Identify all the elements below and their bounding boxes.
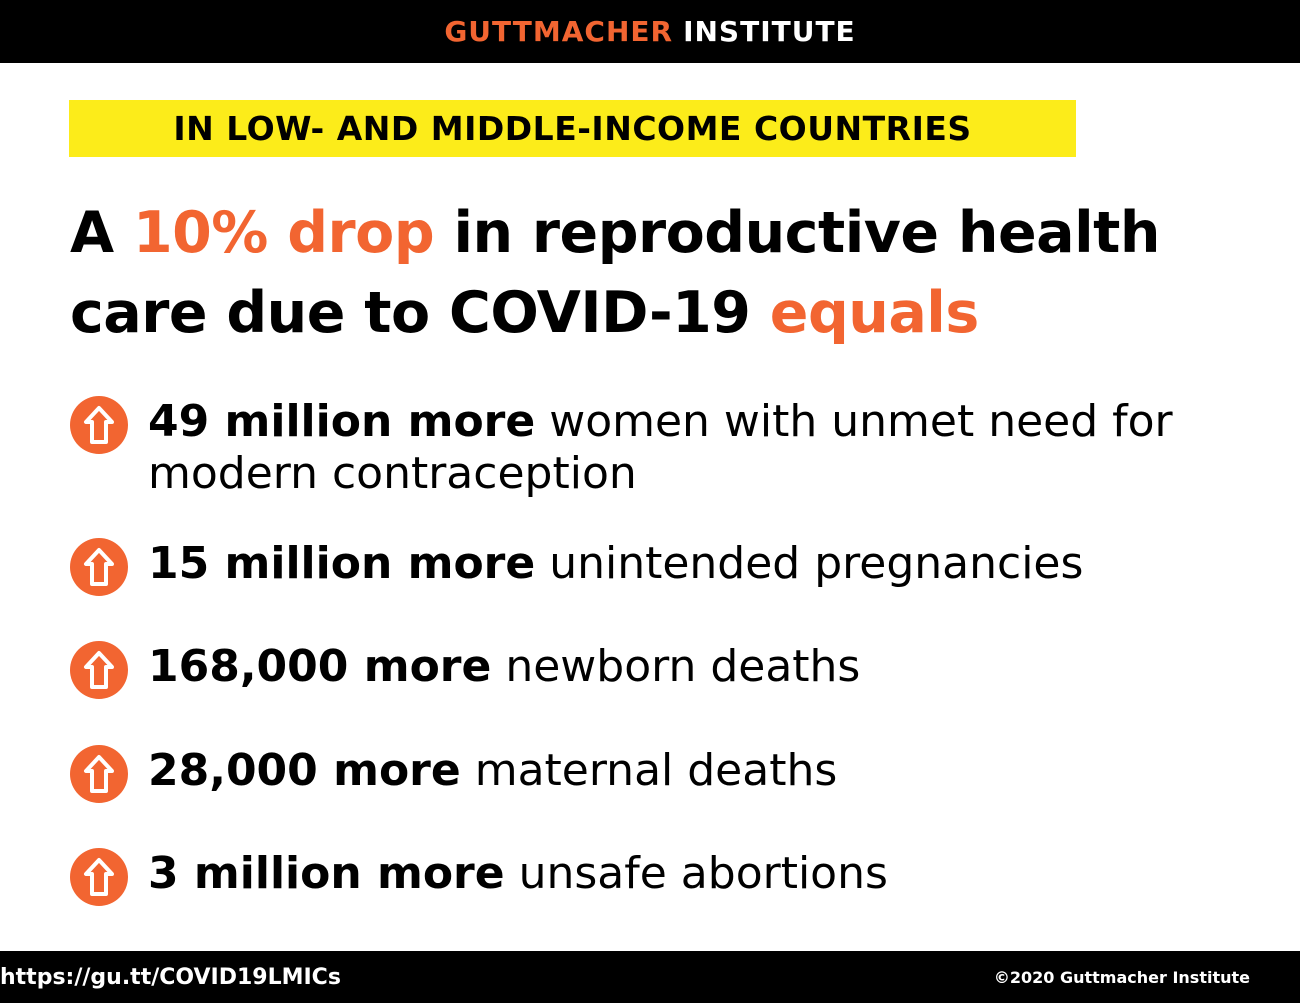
stat-figure: 49 million more: [148, 396, 536, 447]
stat-figure: 3 million more: [148, 848, 505, 899]
stat-description: unsafe abortions: [504, 848, 888, 899]
up-arrow-icon: [70, 396, 128, 454]
stat-item: [70, 745, 1250, 803]
headline-part-1: A: [70, 200, 133, 266]
stat-text: [148, 641, 860, 693]
stat-text: [148, 848, 888, 900]
up-arrow-icon: [70, 745, 128, 803]
stat-description: newborn deaths: [491, 641, 861, 692]
stat-item: [70, 848, 1250, 906]
header-bar: [0, 0, 1300, 63]
stat-description: women with unmet need for modern contraception: [148, 396, 1173, 499]
copyright-notice: ©2020 Guttmacher Institute: [993, 967, 1250, 987]
stat-figure: 168,000 more: [148, 641, 492, 692]
stat-figure: 15 million more: [148, 538, 536, 589]
headline: [70, 193, 1270, 353]
footer-bar: [0, 951, 1300, 1003]
stat-figure: 28,000 more: [148, 745, 461, 796]
up-arrow-icon: [70, 848, 128, 906]
stat-text: [148, 745, 837, 797]
stat-text: [148, 396, 1250, 500]
stat-item: [70, 396, 1250, 500]
stat-description: maternal deaths: [460, 745, 838, 796]
stat-item: [70, 641, 1250, 699]
source-link[interactable]: https://gu.tt/COVID19LMICs: [0, 964, 341, 990]
stat-description: unintended pregnancies: [535, 538, 1084, 589]
brand-name-accent: GUTTMACHER: [444, 15, 674, 48]
region-tag: IN LOW- AND MIDDLE-INCOME COUNTRIES: [69, 100, 1076, 157]
up-arrow-icon: [70, 538, 128, 596]
up-arrow-icon: [70, 641, 128, 699]
brand-name-rest: INSTITUTE: [683, 15, 856, 48]
headline-highlight-equals: equals: [769, 280, 979, 346]
stat-text: [148, 538, 1083, 590]
headline-highlight-drop: 10% drop: [132, 200, 435, 266]
stat-item: [70, 538, 1250, 596]
headline-part-2: in reproductive health care due to COVID-19: [70, 200, 1160, 346]
